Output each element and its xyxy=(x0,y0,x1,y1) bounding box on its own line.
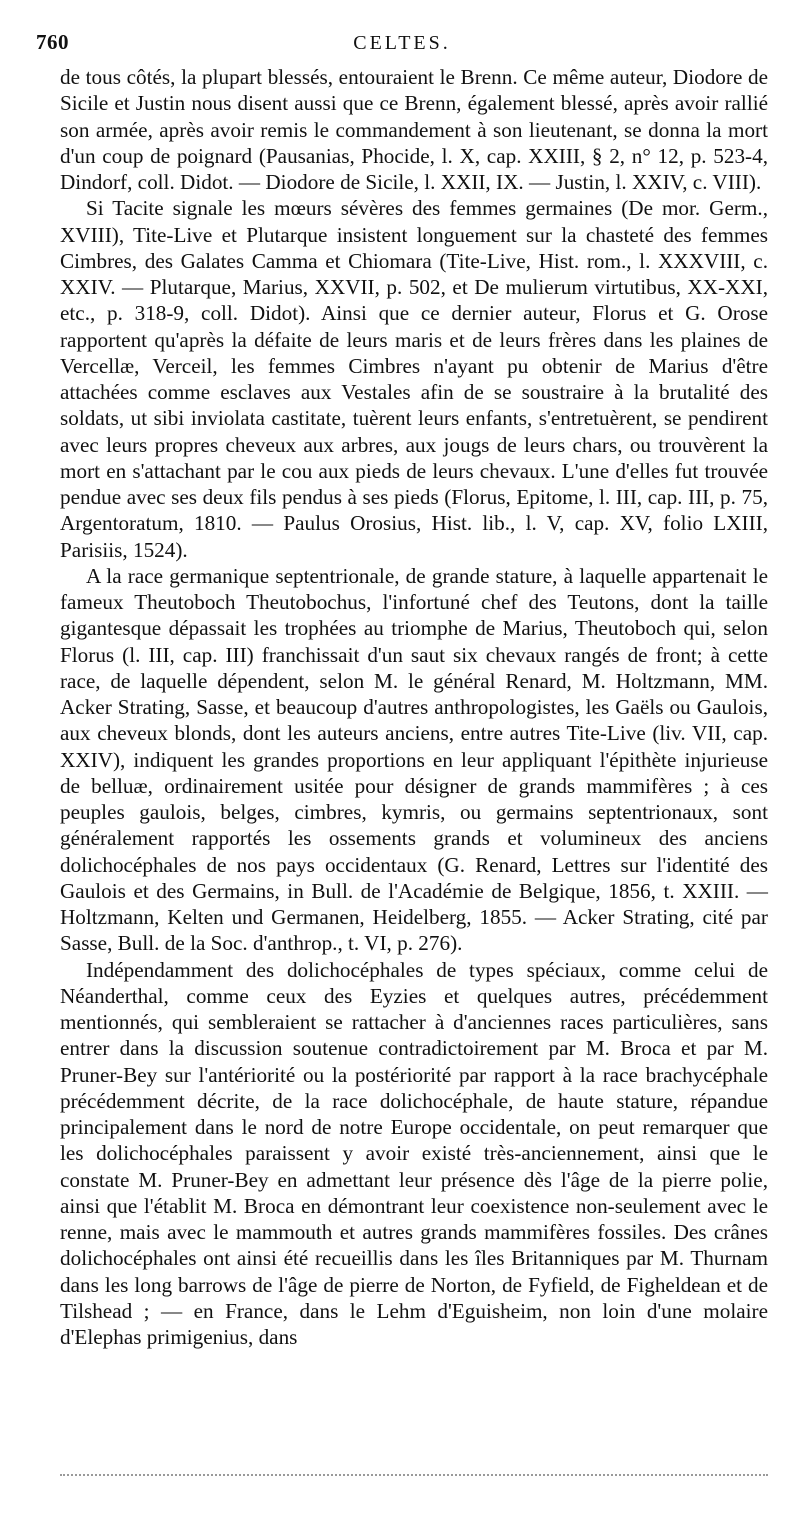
page-number: 760 xyxy=(36,30,69,54)
paragraph-2: Si Tacite signale les mœurs sévères des femmes germaines (De mor. Germ., XVIII), Tite-Live et Plutarque insistent longuement sur la chasteté des femmes Cimbres, des Galates Camma et Chiomara (Tite-Live, Hist. rom., l. XXXVIII, c. XXIV. — Plutarque, Marius, XXVII, p. 502, et De mulierum virtutibus, XX-XXI, etc., p. 318-9, coll. Didot). Ainsi que ce dernier auteur, Florus et G. Orose rapportent qu'après la défaite de leurs maris et de leurs frères dans les plaines de Vercellæ, Verceil, les femmes Cimbres n'ayant pu obtenir de Marius d'être attachées comme esclaves aux Vestales afin de se soustraire à la brutalité des soldats, ut sibi inviolata castitate, tuèrent leurs enfants, s'entretuèrent, se pendirent avec leurs propres cheveux aux arbres, aux jougs de leurs chars, ou trouvèrent la mort en s'attachant par le cou aux pieds de leurs chevaux. L'une d'elles fut trouvée pendue avec ses deux fils pendus à ses pieds (Florus, Epitome, l. III, cap. III, p. 75, Argentoratum, 1810. — Paulus Orosius, Hist. lib., l. V, cap. XV, folio LXIII, Parisiis, 1524). xyxy=(60,196,768,562)
paragraph-4: Indépendamment des dolichocéphales de types spéciaux, comme celui de Néanderthal, comme ceux des Eyzies et quelques autres, précédemment mentionnés, qui sembleraient se rattacher à d'anciennes races particulières, sans entrer dans la discussion soutenue contradictoirement par M. Broca et par M. Pruner-Bey sur l'antériorité ou la postériorité par rapport à la race brachycéphale précédemment décrite, de la race dolichocéphale, de haute stature, répandue principalement dans le nord de notre Europe occidentale, on peut remarquer que les dolichocéphales paraissent y avoir existé très-anciennement, ainsi que le constate M. Pruner-Bey en admettant leur présence dès l'âge de la pierre polie, ainsi que l'établit M. Broca en démontrant leur coexistence non-seulement avec le renne, mais avec le mammouth et autres grands mammifères fossiles. Des crânes dolichocéphales ont ainsi été recueillis dans les îles Britanniques par M. Thurnam dans les long barrows de l'âge de pierre de Norton, de Fyfield, de Figheldean et de Tilshead ; — en France, dans le Lehm d'Eguisheim, non loin d'une molaire d'Elephas primigenius, dans xyxy=(60,957,768,1349)
paragraph-3: A la race germanique septentrionale, de grande stature, à laquelle appartenait le fameux Theutoboch Theutobochus, l'infortuné chef des Teutons, dont la taille gigantesque dépassait les trophées au triomphe de Marius, Theutoboch qui, selon Florus (l. III, cap. III) franchissait d'un saut six chevaux rangés de front; à cette race, de laquelle dépendent, selon M. le général Renard, M. Holtzmann, MM. Acker Strating, Sasse, et beaucoup d'autres anthropologistes, les Gaëls ou Gaulois, aux cheveux blonds, dont les auteurs anciens, entre autres Tite-Live (liv. VII, cap. XXIV), indiquent les grandes proportions en leur appliquant l'épithète injurieuse de belluæ, ordinairement usitée pour désigner de grands mammifères ; à ces peuples gaulois, belges, cimbres, kymris, ou germains septentrionaux, sont généralement rapportés les ossements grands et volumineux des anciens dolichocéphales de nos pays occidentaux (G. Renard, Lettres sur l'identité des Gaulois et des Germains, in Bull. de l'Académie de Belgique, 1856, t. XXIII. — Holtzmann, Kelten und Germanen, Heidelberg, 1855. — Acker Strating, cité par Sasse, Bull. de la Soc. d'anthrop., t. VI, p. 276). xyxy=(60,563,768,956)
paragraph-1: de tous côtés, la plupart blessés, entouraient le Brenn. Ce même auteur, Diodore de Sicile et Justin nous disent aussi que ce Brenn, également blessé, après avoir rallié son armée, après avoir remis le commandement à son lieutenant, se donna la mort d'un coup de poignard (Pausanias, Phocide, l. X, cap. XXIII, § 2, n° 12, p. 523-4, Dindorf, coll. Didot. — Diodore de Sicile, l. XXII, IX. — Justin, l. XXIV, c. VIII). xyxy=(60,65,768,194)
footnote-rule xyxy=(60,1474,768,1476)
body-text xyxy=(60,64,768,1350)
running-head: CELTES. xyxy=(353,32,451,54)
page-header xyxy=(36,30,768,60)
